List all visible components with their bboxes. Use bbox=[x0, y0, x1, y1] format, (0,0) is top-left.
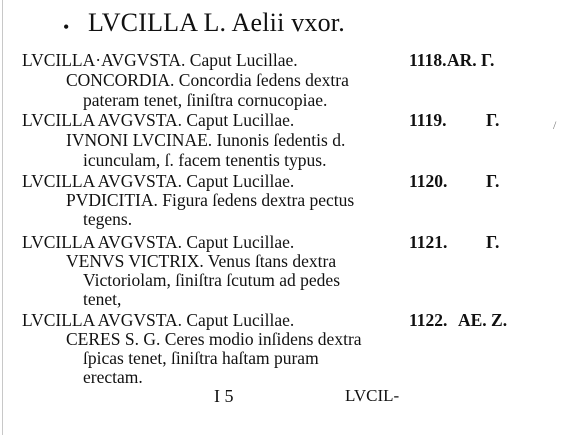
metal-rarity: AE. Z. bbox=[458, 310, 508, 330]
obverse-legend: LVCILLA·AVGVSTA. Caput Lucillae. bbox=[22, 50, 298, 70]
reverse-description: tenet, bbox=[83, 289, 122, 309]
page-edge-rule bbox=[2, 0, 3, 435]
reverse-description: icunculam, ſ. facem tenentis typus. bbox=[83, 150, 327, 170]
page-heading: LVCILLA L. Aelii vxor. bbox=[88, 8, 345, 37]
reverse-description: VENVS VICTRIX. Venus ſtans dextra bbox=[66, 251, 337, 271]
entry-number: 1122. bbox=[409, 310, 448, 330]
obverse-legend: LVCILLA AVGVSTA. Caput Lucillae. bbox=[22, 171, 295, 191]
reverse-description: IVNONI LVCINAE. Iunonis ſedentis d. bbox=[66, 130, 346, 150]
entry-number: 1119. bbox=[409, 110, 447, 130]
entry-number: 1120. bbox=[409, 171, 448, 191]
entry-number: 1121. bbox=[409, 232, 448, 252]
reverse-description: tegens. bbox=[83, 209, 133, 229]
metal-rarity: Γ. bbox=[486, 232, 500, 252]
signature-mark: I 5 bbox=[214, 386, 234, 406]
reverse-description: CERES S. G. Ceres modio inſidens dextra bbox=[66, 329, 362, 349]
reverse-description: CONCORDIA. Concordia ſedens dextra bbox=[66, 70, 349, 90]
catchword: LVCIL- bbox=[345, 386, 400, 405]
obverse-legend: LVCILLA AVGVSTA. Caput Lucillae. bbox=[22, 110, 295, 130]
heading-marker: • bbox=[63, 17, 70, 37]
reverse-description: ſpicas tenet, ſiniſtra haſtam puram bbox=[83, 348, 319, 368]
obverse-legend: LVCILLA AVGVSTA. Caput Lucillae. bbox=[22, 310, 295, 330]
entry-number: 1118. bbox=[409, 50, 447, 70]
stray-ink-mark: / bbox=[553, 118, 557, 132]
reverse-description: erectam. bbox=[83, 367, 143, 387]
metal-rarity: Γ. bbox=[486, 110, 500, 130]
obverse-legend: LVCILLA AVGVSTA. Caput Lucillae. bbox=[22, 232, 295, 252]
reverse-description: PVDICITIA. Figura ſedens dextra pectus bbox=[66, 190, 355, 210]
reverse-description: pateram tenet, ſiniſtra cornucopiae. bbox=[83, 90, 328, 110]
metal-rarity: AR. Γ. bbox=[447, 50, 495, 70]
reverse-description: Victoriolam, ſiniſtra ſcutum ad pedes bbox=[83, 270, 341, 290]
metal-rarity: Γ. bbox=[486, 171, 500, 191]
